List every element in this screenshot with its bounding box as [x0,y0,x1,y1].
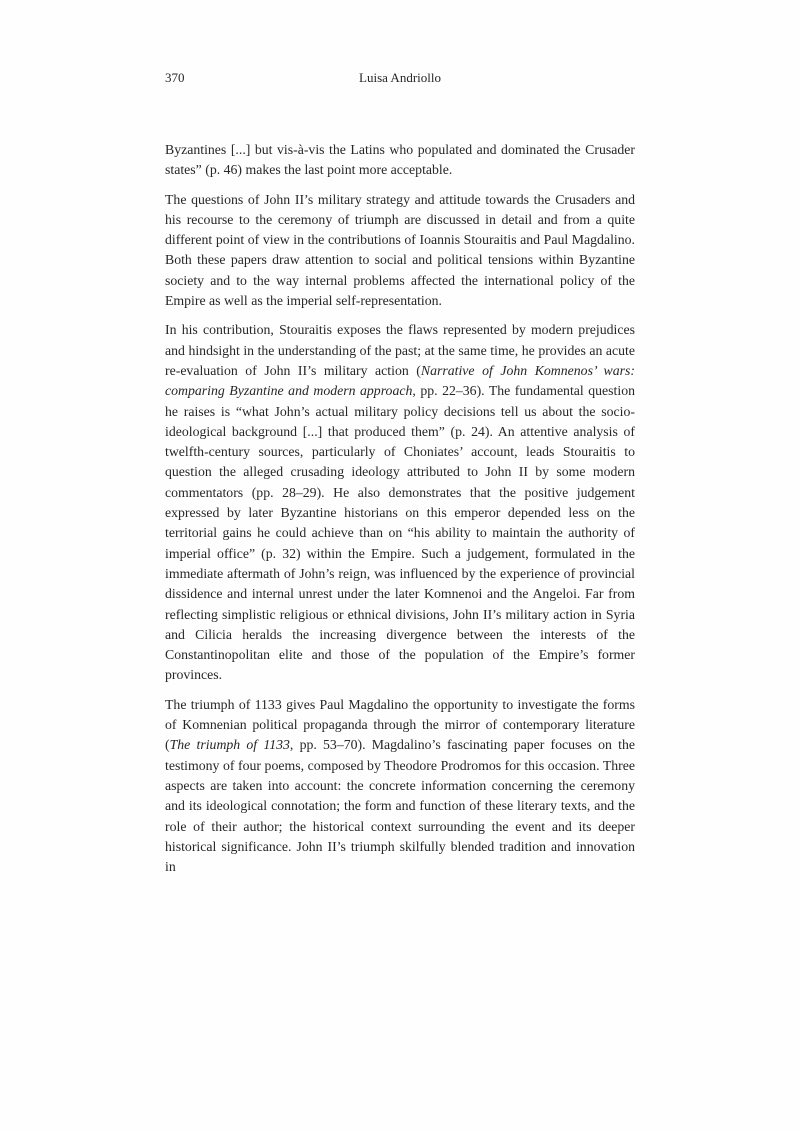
paragraph-2 [165,190,635,312]
text-run: , pp. 22–36). The fundamental question he raises is “what John’s actual military policy decisions tell us about the socio-ideological background [...] that produced them” (p. 24). An attentive analysis of twelfth-century sources, particularly of Choniates’ account, leads Stouraitis to question the alleged crusading ideology attributed to John II by some modern commentators (pp. 28–29). He also demonstrates that the positive judgement expressed by later Byzantine historians on this emperor depended less on the territorial gains he could achieve than on “his ability to maintain the authority of imperial office” (p. 32) within the Empire. Such a judgement, formulated in the immediate aftermath of John’s reign, was influenced by the experience of provincial dissidence and internal unrest under the later Komnenoi and the Angeloi. Far from reflecting simplistic religious or ethnical divisions, John II’s military action in Syria and Cilicia heralds the increasing divergence between the interests of the Constantinopolitan elite and those of the population of the Empire’s former provinces. [165,383,635,683]
italic-book-title: The triumph of 1133 [169,737,290,753]
page-header [165,70,635,88]
page-number: 370 [165,70,185,85]
paragraph-4 [165,695,635,878]
text-run: , pp. 53–70). Magdalino’s fascinating paper focuses on the testimony of four poems, composed by Theodore Prodromos for this occasion. Three aspects are taken into account: the concrete information concerning the ceremony and its ideological connotation; the form and function of these literary texts, and the role of their author; the historical context surrounding the event and its deeper historical significance. John II’s triumph skilfully blended tradition and innovation in [165,737,635,875]
text-run: The triumph of 1133 gives Paul Magdalino the opportunity to investigate the forms of Komnenian political propaganda through the mirror of contemporary literature ( [165,696,635,753]
text-run: Byzantines [...] but vis-à-vis the Latins who populated and dominated the Crusader states” (p. 46) makes the last point more acceptable. [165,142,635,178]
body-text [165,140,635,877]
text-column [165,70,635,877]
paragraph-3 [165,320,635,685]
running-head: Luisa Andriollo [359,70,441,85]
paragraph-1 [165,140,635,181]
text-run: In his contribution, Stouraitis exposes the flaws represented by modern prejudices and hindsight in the understanding of the past; at the same time, he provides an acute re-evaluation of John II’s military action ( [165,322,635,378]
text-run: The questions of John II’s military strategy and attitude towards the Crusaders and his recourse to the ceremony of triumph are discussed in detail and from a quite different point of view in the contributions of Ioannis Stouraitis and Paul Magdalino. Both these papers draw attention to social and political tensions within Byzantine society and to the way internal problems affected the international policy of the Empire as well as the imperial self-representation. [165,191,635,309]
italic-book-title: Narrative of John Komnenos’ wars: comparing Byzantine and modern approach [165,362,635,399]
